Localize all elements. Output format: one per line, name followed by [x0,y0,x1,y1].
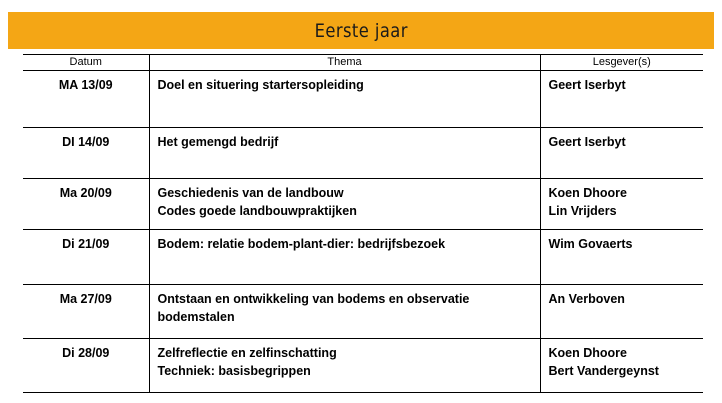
teacher-name: Koen Dhoore [548,346,627,360]
teacher-name: Wim Govaerts [548,237,633,251]
table-row [23,285,703,339]
page-title: Eerste jaar [314,19,408,42]
teacher-name: Geert Iserbyt [548,78,626,92]
header-date: Datum [23,55,149,71]
date-cell: Ma 27/09 [23,285,149,339]
teacher-cell [540,179,703,230]
table-row [23,71,703,128]
title-banner [8,12,714,49]
teacher-name: Geert Iserbyt [548,135,626,149]
theme-line: bodemstalen [157,310,235,324]
theme-cell [149,285,540,339]
teacher-cell [540,339,703,393]
teacher-name: Bert Vandergeynst [548,364,659,378]
theme-cell [149,71,540,128]
theme-cell [149,128,540,179]
table-row [23,179,703,230]
theme-line: Doel en situering startersopleiding [157,78,364,92]
date-cell: Di 21/09 [23,230,149,285]
theme-line: Codes goede landbouwpraktijken [157,204,357,218]
theme-line: Bodem: relatie bodem-plant-dier: bedrijfsbezoek [157,237,446,251]
teacher-cell [540,71,703,128]
date-cell: MA 13/09 [23,71,149,128]
teacher-cell [540,128,703,179]
theme-cell [149,179,540,230]
teacher-name: An Verboven [548,292,625,306]
date-cell: DI 14/09 [23,128,149,179]
theme-line: Ontstaan en ontwikkeling van bodems en observatie [157,292,470,306]
theme-line: Geschiedenis van de landbouw [157,186,344,200]
theme-line: Techniek: basisbegrippen [157,364,311,378]
header-theme: Thema [149,55,540,71]
theme-line: Het gemengd bedrijf [157,135,279,149]
header-teachers: Lesgever(s) [540,55,703,71]
schedule-table [23,54,703,393]
theme-line: Zelfreflectie en zelfinschatting [157,346,337,360]
teacher-name: Koen Dhoore [548,186,627,200]
theme-cell [149,230,540,285]
theme-cell [149,339,540,393]
header-row [23,55,703,71]
teacher-name: Lin Vrijders [548,204,617,218]
teacher-cell [540,230,703,285]
date-cell: Ma 20/09 [23,179,149,230]
table-row [23,339,703,393]
teacher-cell [540,285,703,339]
table-row [23,230,703,285]
date-cell: Di 28/09 [23,339,149,393]
table-row [23,128,703,179]
